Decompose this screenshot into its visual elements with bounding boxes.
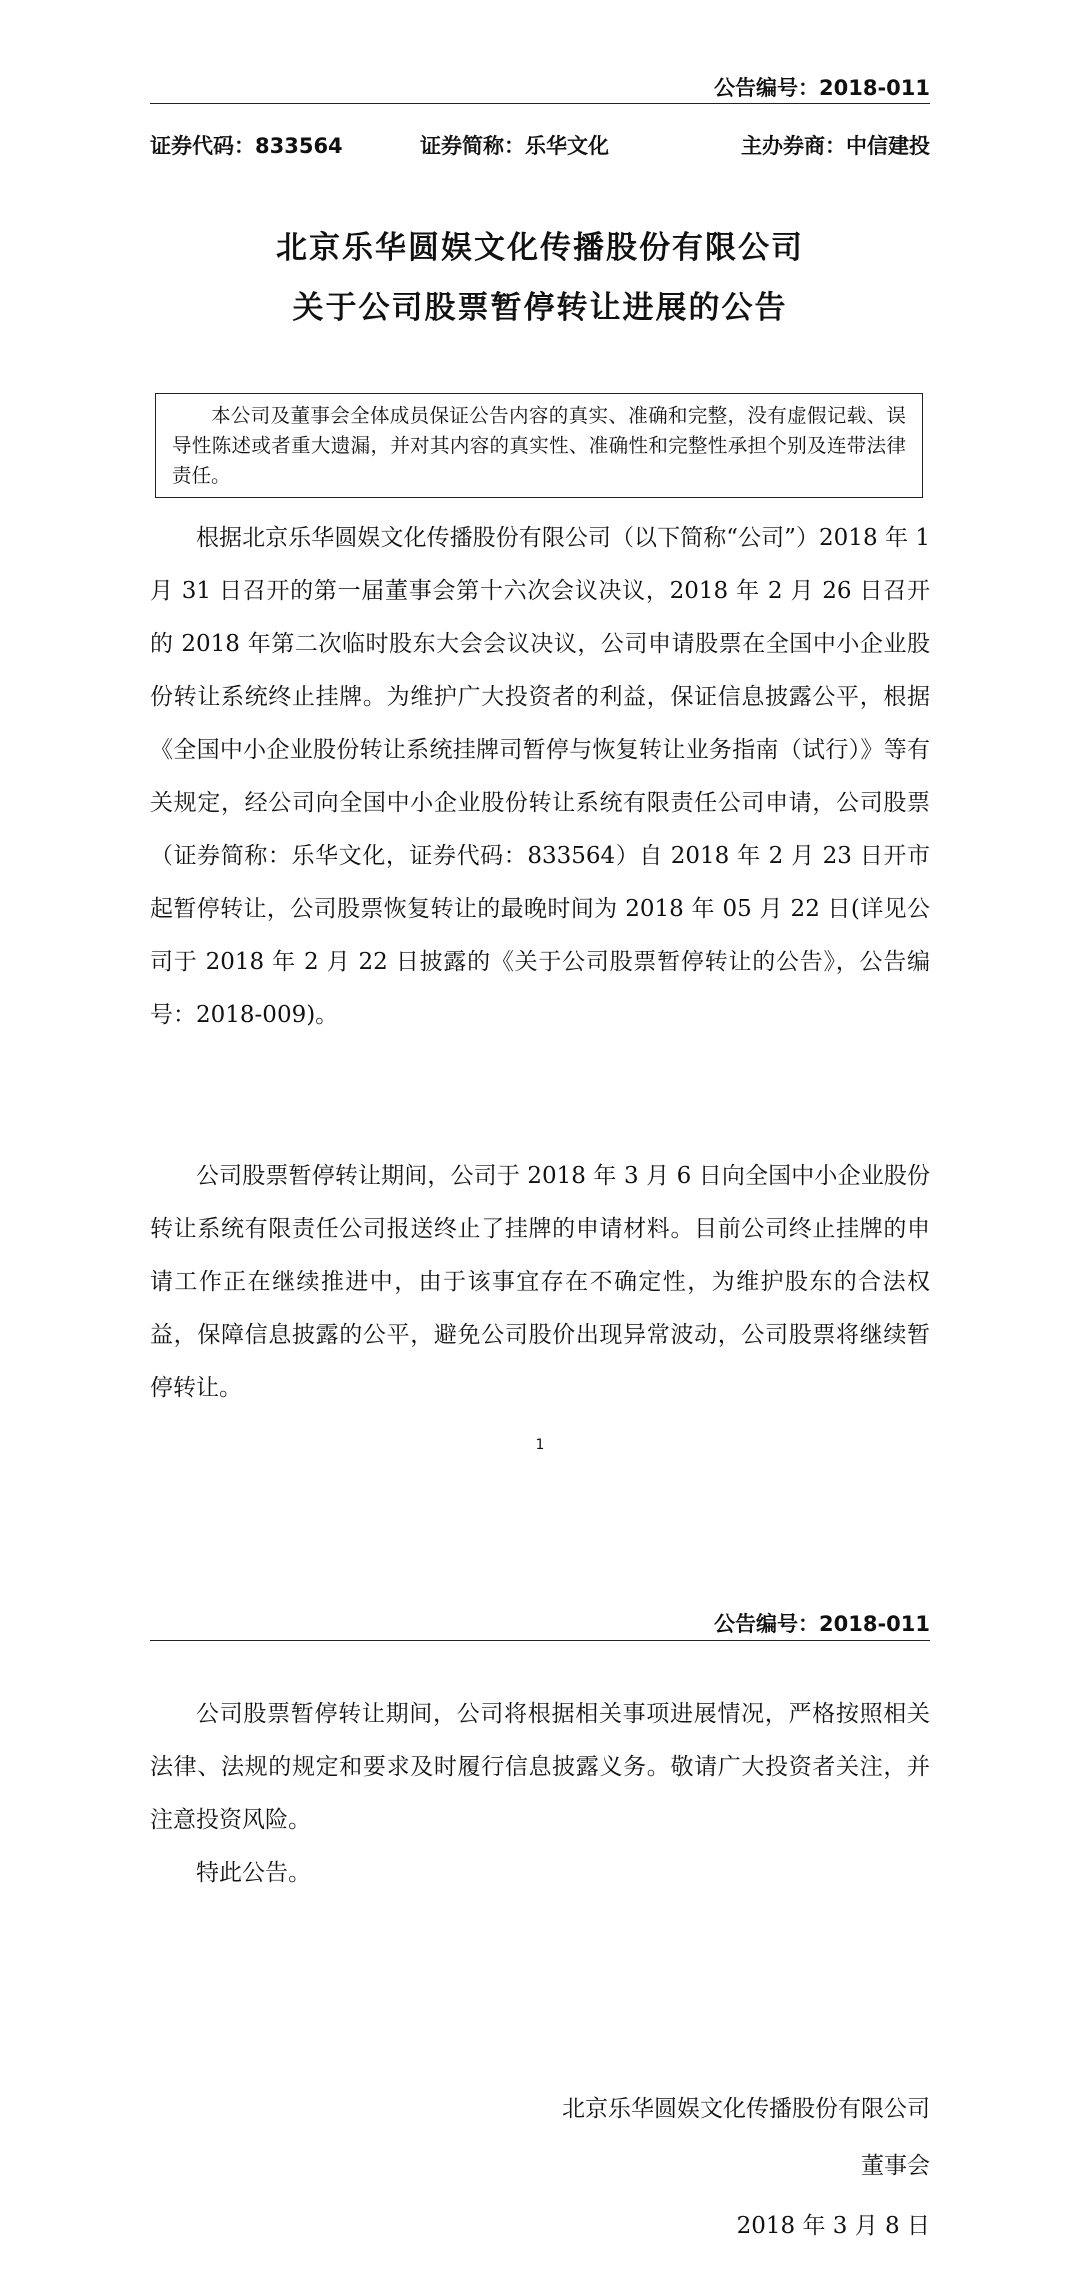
doc-number: 公告编号：2018-011 [714, 76, 930, 100]
signature-board: 董事会 [861, 2153, 930, 2179]
body-paragraph-2: 公司股票暂停转让期间，公司于 2018 年 3 月 6 日向全国中小企业股份转让系统有限责任公司报送终止了挂牌的申请材料。目前公司终止挂牌的申请工作正在继续推进中，由于该事宜存在不确定性，为维护股东的合法权益，保障信息披露的公平，避免公司股价出现异常波动，公司股票将继续暂停转让。 [150, 1163, 930, 1401]
title-company: 北京乐华圆娱文化传播股份有限公司 [276, 230, 804, 266]
title-subject: 关于公司股票暂停转让进展的公告 [292, 290, 788, 326]
security-info-row [150, 130, 930, 160]
sponsor-broker: 主办券商：中信建投 [741, 134, 930, 158]
body-paragraph-1: 根据北京乐华圆娱文化传播股份有限公司（以下简称“公司”）2018 年 1 月 31 日召开的第一届董事会第十六次会议决议，2018 年 2 月 26 日召开的 2018 年第二次临时股东大会会议决议，公司申请股票在全国中小企业股份转让系统终止挂牌。为维护广大投资者的利益，保证信息披露公平，根据《全国中小企业股份转让系统挂牌司暂停与恢复转让业务指南（试行）》等有关规定，经公司向全国中小企业股份转让系统有限责任公司申请，公司股票（证券简称：乐华文化，证券代码：833564）自 2018 年 2 月 23 日开市起暂停转让，公司股票恢复转让的最晚时间为 2018 年 05 月 22 日(详见公司于 2018 年 2 月 22 日披露的《关于公司股票暂停转让的公告》，公告编号：2018-009)。 [150, 525, 930, 1028]
security-code: 证券代码：833564 [150, 134, 343, 158]
doc-number-page-2: 公告编号：2018-011 [714, 1612, 930, 1636]
disclaimer-box: 本公司及董事会全体成员保证公告内容的真实、准确和完整，没有虚假记载、误导性陈述或者重大遗漏，并对其内容的真实性、准确性和完整性承担个别及连带法律责任。 [155, 393, 923, 498]
page-2 [0, 1590, 1080, 2280]
signature-company: 北京乐华圆娱文化传播股份有限公司 [562, 2096, 930, 2122]
header-divider [150, 103, 930, 104]
security-name: 证券简称：乐华文化 [420, 134, 609, 158]
page-number: 1 [535, 1437, 545, 1453]
header-divider-page-2 [150, 1640, 930, 1641]
body-paragraph-3: 公司股票暂停转让期间，公司将根据相关事项进展情况，严格按照相关法律、法规的规定和要求及时履行信息披露义务。敬请广大投资者关注，并注意投资风险。 [150, 1701, 930, 1833]
signature-date: 2018 年 3 月 8 日 [736, 2213, 930, 2239]
closing-statement: 特此公告。 [196, 1860, 311, 1886]
